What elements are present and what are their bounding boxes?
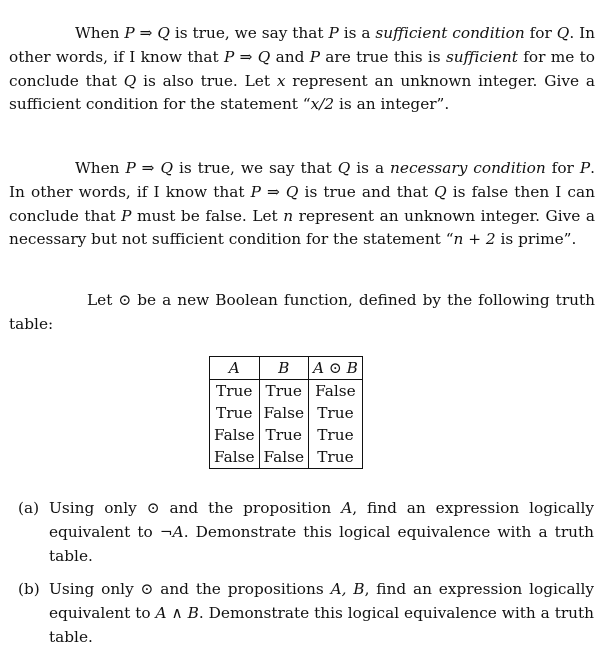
table-cell: False <box>210 424 260 446</box>
question-label-a: (a) <box>18 499 40 517</box>
table-row <box>210 402 363 424</box>
table-cell: True <box>317 448 354 466</box>
table-cell: True <box>210 380 260 403</box>
truth-table-header-a-odot-b: A ⊙ B <box>309 357 363 380</box>
paragraph-necessary-condition: When P ⇒ Q is true, we say that Q is a necessary condition for P. In other words, if I know that P ⇒ Q is true and that Q is false then I can conclude that P must be false. Let n represent an unknown integer. Give a necessary but not sufficient condition for the statement “n + 2 is prime”. <box>9 159 595 249</box>
truth-table-header-b: B <box>259 357 309 380</box>
table-row <box>210 424 363 446</box>
emphasis-sufficient-condition: sufficient condition <box>375 24 525 42</box>
table-cell: True <box>317 426 354 444</box>
table-cell: True <box>259 380 309 403</box>
truth-table-header-a: A <box>210 357 260 380</box>
table-row <box>210 446 363 469</box>
question-label-b: (b) <box>18 580 40 598</box>
question-text-a: Using only ⊙ and the proposition A, find an expression logically equivalent to ¬A. Demonstrate this logical equivalence with a truth table. <box>49 499 594 565</box>
question-text-b: Using only ⊙ and the propositions A, B, find an expression logically equivalent to A ∧ B. Demonstrate this logical equivalence with a truth table. <box>49 580 594 646</box>
table-cell: True <box>317 404 354 422</box>
table-cell: False <box>259 446 309 469</box>
truth-table <box>209 356 363 469</box>
table-cell: False <box>210 446 260 469</box>
truth-table-header-row <box>210 357 363 380</box>
table-cell: False <box>259 402 309 424</box>
emphasis-necessary-condition: necessary condition <box>390 159 546 177</box>
question-item-b <box>18 578 594 649</box>
table-cell: True <box>259 424 309 446</box>
question-item-a <box>18 497 594 568</box>
table-cell: False <box>315 382 356 400</box>
table-row <box>210 380 363 403</box>
paragraph-sufficient-condition: When P ⇒ Q is true, we say that P is a sufficient condition for Q. In other words, if I know that P ⇒ Q and P are true this is sufficient for me to conclude that Q is also true. Let x represent an unknown integer. Give a sufficient condition for the statement “x/2 is an integer”. <box>9 24 596 114</box>
emphasis-sufficient: sufficient <box>445 47 518 66</box>
table-cell: True <box>210 402 260 424</box>
paragraph-truth-table-intro: Let ⊙ be a new Boolean function, defined by the following truth table: <box>9 291 595 333</box>
